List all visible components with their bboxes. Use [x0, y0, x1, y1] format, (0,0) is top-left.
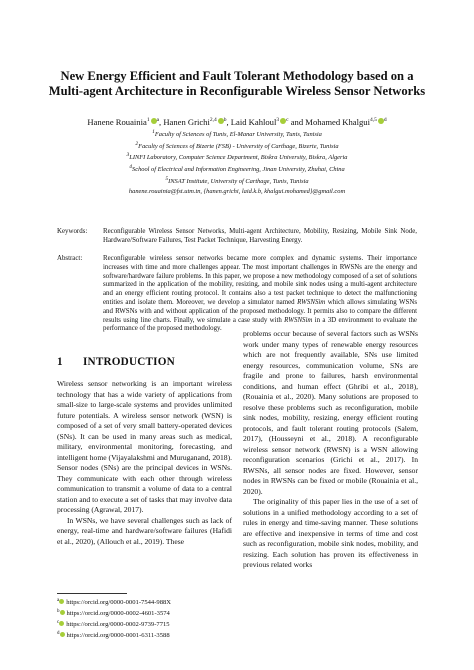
title-line-2: Multi-agent Architecture in Reconfigurable Wireless Sensor Networks [48, 84, 426, 98]
author-affil-sup: 4,5 [369, 117, 377, 123]
title-line-1: New Energy Efficient and Fault Tolerant Methodology based on a [60, 69, 414, 83]
affiliation-line: $^2$Faculty of Sciences of Bizerte (FSB) - University of Carthage, Bizerte, Tunisia [135, 140, 339, 150]
author-separator: , [226, 116, 231, 127]
affiliation-line: $^3$LINFI Laboratory, Computer Science Department, Biskra University, Biskra, Algeria [126, 152, 348, 162]
author-name: Hanen Grichi [163, 116, 210, 127]
orcid-link[interactable]: https://orcid.org/0000-0002-4601-3574 [66, 610, 170, 618]
author-separator: , [159, 116, 164, 127]
footnote-rule [57, 593, 127, 594]
orcid-link[interactable]: https://orcid.org/0000-0002-9739-7715 [66, 621, 170, 629]
orcid-mark: b [223, 117, 227, 123]
footnote: $^a$ https://orcid.org/0000-0001-7544-988X [57, 598, 172, 607]
author-affil-sup: 1 [146, 117, 150, 123]
footnote: $^d$ https://orcid.org/0000-0001-6311-3588 [57, 631, 170, 640]
simulator-name: RWSNSim [297, 298, 326, 306]
author-affil-sup: 2,4 [209, 117, 217, 123]
orcid-link[interactable]: https://orcid.org/0000-0001-7544-988X [66, 599, 172, 607]
paragraph: problems occur because of several factors such as WSNs work under many types of renewable energy resources which are not frequently available, SNs use limited energy resources, communication volume, SNs are fragile and prone to failures, harsh environmental conditions, and human effect (Ghribi et al., 2018), (Rouainia et al., 2020). Many solutions are proposed to resolve these problems such as reconfiguration, mobile sink nodes, mobility, resizing, energy efficient routing protocols, and fault tolerant routing protocols (Salem, 2017), (Housseyni et al., 2018). A reconfigurable wireless sensor network (RWSN) is a WSN allowing reconfiguration scenarios (Grichi et al., 2017). In RWSNs, all sensor nodes are fixed. However, sensor nodes in RWSNs can be fixed or mobile (Rouainia et al., 2020). [243, 329, 418, 496]
abstract-text: Reconfigurable wireless sensor networks became more complex and dynamic systems. Their importance increases with time and more challenges appear. The most important challenges in RWSNs are the energy and software/hardware failure problems. In this paper, we propose a new methodology composed of a set of solutions summarized in the application of the mobility, resizing, and mobile sink nodes using a multi-agent architecture and an energy efficient routing protocol. It contains also a test packet technique to detect the malfunctioning entities and isolate them. Moreover, we develop a simulator named RWSNSim which allows simulating WSNs and RWSNs with and without application of the proposed methodology. It permits also to compare the different results using line charts. Finally, we simulate a case study with RWSNSim in a 3D environment to evaluate the performance of the proposed methodology. [103, 255, 418, 333]
orcid-link[interactable]: https://orcid.org/0000-0001-6311-3588 [66, 632, 170, 640]
orcid-mark: c [286, 117, 289, 123]
orcid-icon [59, 599, 64, 604]
paragraph: The originality of this paper lies in the use of a set of solutions in a unified methodology according to a set of rules in energy and time-saving manner. These solutions are effective and inexpensive in terms of time and cost such as reconfiguration, mobile sink nodes, mobility, and resizing. Each solution has proven its effectiveness in previous related works [243, 497, 418, 569]
author-list [30, 115, 444, 128]
author-name: Laid Kahloul [230, 116, 277, 127]
paragraph: In WSNs, we have several challenges such as lack of energy, real-time and hardware/software failures (Hafidi et al., 2020), (Allouch et al., 2019). These [57, 515, 232, 546]
orcid-icon [60, 632, 65, 637]
affiliation-line: $^5$INSAT Institute, University of Carthage, Tunis, Tunisia [165, 175, 309, 185]
section-title: INTRODUCTION [83, 356, 175, 368]
author-affil-sup: 3 [276, 117, 280, 123]
orcid-icon [60, 610, 65, 615]
abstract-label: Abstract: [57, 255, 83, 262]
left-column [57, 379, 232, 547]
keywords-label: Keywords: [57, 228, 88, 235]
footnote: $^b$ https://orcid.org/0000-0002-4601-3574 [57, 609, 170, 618]
keywords-block [57, 228, 417, 246]
affiliation-line: $^1$Faculty of Sciences of Tunis, El-Manar University, Tunis, Tunisia [152, 129, 322, 139]
author-separator: and [288, 116, 306, 127]
orcid-icon [59, 621, 64, 626]
orcid-mark: a [156, 117, 160, 123]
author-name: Mohamed Khalgui [305, 116, 370, 127]
section-number: 1 [57, 356, 63, 368]
paper-title [40, 69, 434, 99]
footnotes [57, 597, 237, 641]
footnote: $^c$ https://orcid.org/0000-0002-9739-7715 [57, 620, 170, 629]
author-name: Hanene Rouainia [87, 116, 147, 127]
author-emails[interactable]: hanene.rouainia@fst.utm.tn, {hanen.grichi, laid.k.b, khalgui.mohamed}@gmail.com [128, 187, 346, 195]
right-column [243, 329, 418, 571]
affiliations [30, 128, 444, 196]
abstract-block [57, 255, 417, 334]
affiliation-line: $^4$School of Electrical and Information Engineering, Jinan University, Zhuhai, China [129, 164, 345, 174]
paragraph: Wireless sensor networking is an important wireless technology that has a wide variety of applications from small-size to large-scale systems and provides unlimited future potentials. A wireless sensor network (WSN) is composed of a set of very small battery-operated devices (SNs). It can be used in many areas such as medical, military, environmental monitoring, forecasting, and intelligent home (Vijayalakshmi and Muruganand, 2018). Sensor nodes (SNs) are the principal devices in WSNs. They communicate with each other through wireless communication to transmit a volume of data to a central station and to execute a set of tasks that may involve data processing (Agrawal, 2017). [57, 379, 232, 514]
orcid-mark: d [383, 117, 387, 123]
simulator-name: RWSNSim [284, 316, 313, 324]
section-heading [57, 356, 175, 368]
keywords-text: Reconfigurable Wireless Sensor Networks, Multi-agent Architecture, Mobility, Resizing, Mobile Sink Node, Hardware/Software Failures, Test Packet Technique, Harvesting Energy. [103, 228, 417, 244]
